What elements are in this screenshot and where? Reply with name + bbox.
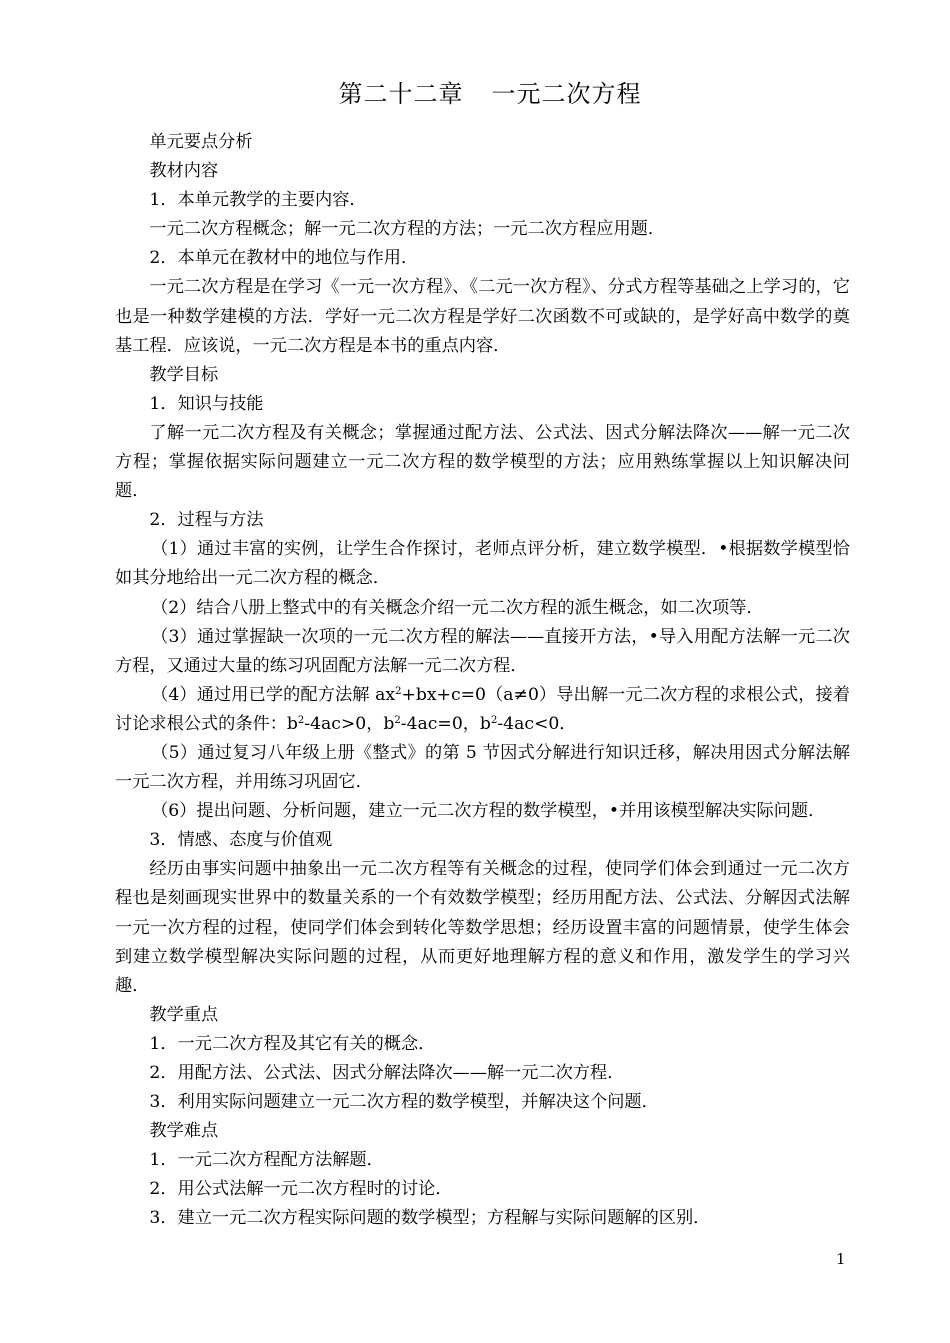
numbered-item: 3．情感、态度与价值观 [149,830,333,851]
chapter-name: 一元二次方程 [491,80,642,108]
numbered-item: 1．本单元教学的主要内容． [149,190,367,211]
sub-item-formula: （4）通过用已学的配方法解 $ax^2+bx+c=0(a\ne 0)$导出解一元二次方程的求根公式，接着讨论求根公式的条件：$b^2-4ac>0$，$b^2-4ac=0$，$b^2-4ac<0$． [115,684,851,734]
numbered-item: 2．过程与方法 [149,510,264,531]
numbered-item: 2．用公式法解一元二次方程时的讨论． [149,1179,453,1200]
sub-item: （2）结合八册上整式中的有关概念介绍一元二次方程的派生概念，如二次项等． [151,597,764,618]
paragraph: 经历由事实问题中抽象出一元二次方程等有关概念的过程，使同学们体会到通过一元二次方程也是刻画现实世界中的数量关系的一个有效数学模型；经历用配方法、公式法、分解因式法解一元一次方程的过程，使同学们体会到转化等数学思想；经历设置丰富的问题情景，使学生体会到建立数学模型解决实际问题的过程，从而更好地理解方程的意义和作用，激发学生的学习兴趣． [115,859,850,996]
numbered-item: 1．一元二次方程配方法解题． [149,1150,384,1171]
paragraph: 了解一元二次方程及有关概念；掌握通过配方法、公式法、因式分解法降次——解一元二次方程；掌握依据实际问题建立一元二次方程的数学模型的方法；应用熟练掌握以上知识解决问题． [115,422,850,502]
paragraph: 一元二次方程是在学习《一元一次方程》、《二元一次方程》、分式方程等基础之上学习的，它也是一种数学建模的方法．学好一元二次方程是学好二次函数不可或缺的，是学好高中数学的奠基工程．应该说，一元二次方程是本书的重点内容． [115,277,850,356]
numbered-item: 2．用配方法、公式法、因式分解法降次——解一元二次方程． [149,1063,625,1083]
numbered-item: 1．知识与技能 [149,393,264,414]
body-text [115,128,850,1234]
section-heading-key-points: 教学重点 [149,1004,219,1025]
page-number: 1 [836,1250,846,1268]
chapter-number: 第二十二章 [338,80,464,108]
sub-item: （1）通过丰富的实例，让学生合作探讨，老师点评分析，建立数学模型．•根据数学模型恰如其分地给出一元二次方程的概念． [115,539,850,589]
sub-item: （5）通过复习八年级上册《整式》的第 5 节因式分解进行知识迁移，解决用因式分解法解一元二次方程，并用练习巩固它． [115,742,850,793]
sub-item: （6）提出问题、分析问题，建立一元二次方程的数学模型，•并用该模型解决实际问题． [151,801,826,822]
section-heading-unit-analysis: 单元要点分析 [149,132,253,152]
numbered-item: 1．一元二次方程及其它有关的概念． [149,1033,436,1054]
numbered-item: 2．本单元在教材中的地位与作用． [149,248,419,269]
chapter-title [0,76,950,112]
numbered-item: 3．建立一元二次方程实际问题的数学模型；方程解与实际问题解的区别． [149,1208,711,1229]
section-heading-goals: 教学目标 [149,364,219,385]
sub-item: （3）通过掌握缺一次项的一元二次方程的解法——直接开方法，•导入用配方法解一元二次方程，又通过大量的练习巩固配方法解一元二次方程． [115,626,850,676]
paragraph: 一元二次方程概念；解一元二次方程的方法；一元二次方程应用题． [149,219,666,240]
section-heading-difficulties: 教学难点 [149,1121,219,1142]
section-heading-content: 教材内容 [149,161,219,182]
numbered-item: 3．利用实际问题建立一元二次方程的数学模型，并解决这个问题． [149,1092,659,1113]
